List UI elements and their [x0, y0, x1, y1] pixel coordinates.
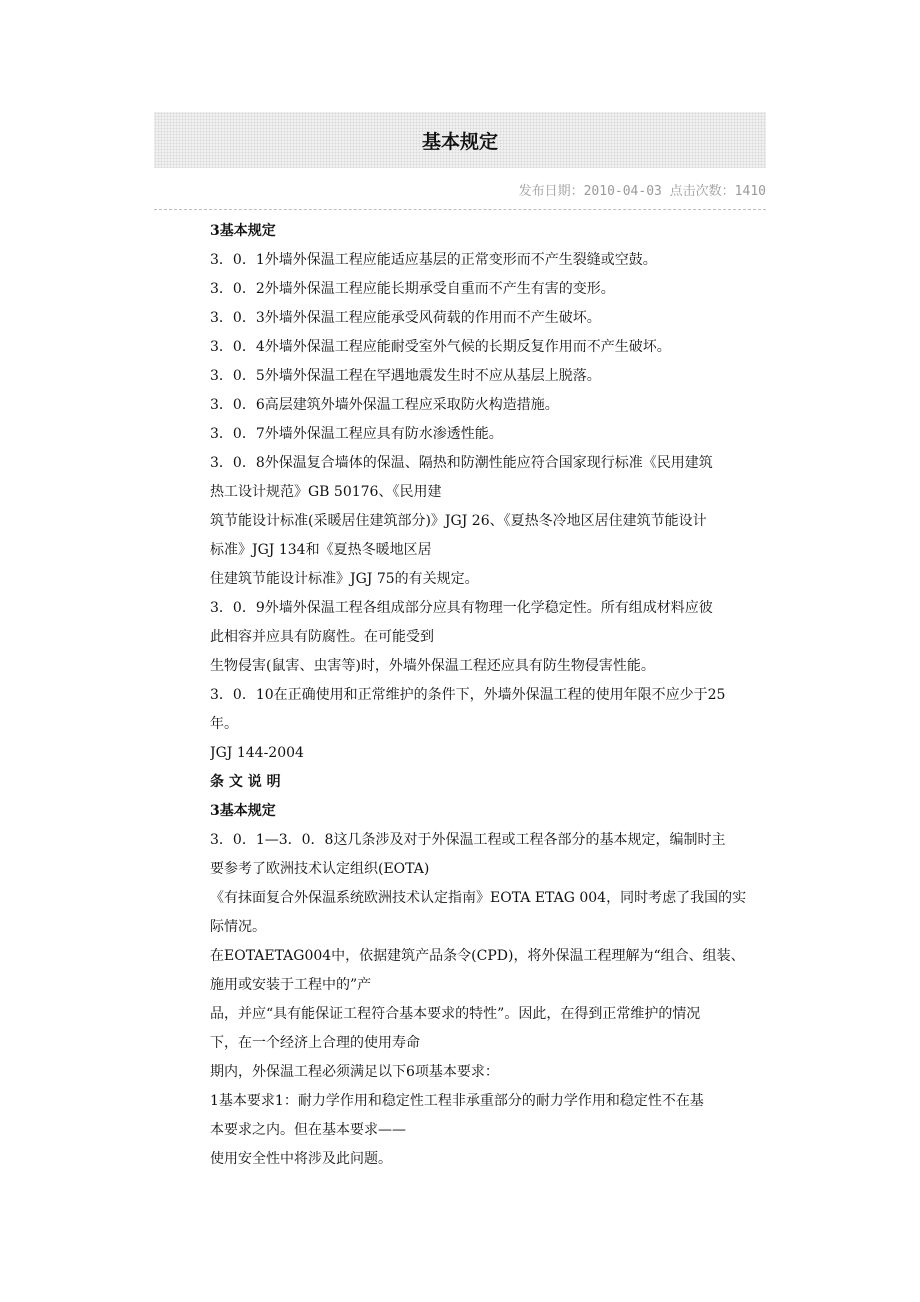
body-line: 1基本要求1：耐力学作用和稳定性工程非承重部分的耐力学作用和稳定性不在基: [210, 1093, 704, 1109]
article-title: 基本规定: [421, 130, 498, 153]
article-meta: 发布日期：2010-04-03 点击次数：1410: [518, 184, 766, 199]
body-line: 热工设计规范》GB 50176、《民用建: [210, 484, 442, 500]
body-line: 施用或安装于工程中的”产: [210, 977, 372, 993]
body-line: 3．0．7外墙外保温工程应具有防水渗透性能。: [210, 426, 503, 442]
body-line: 标准》JGJ 134和《夏热冬暖地区居: [210, 542, 432, 558]
body-line: 年。: [210, 716, 238, 732]
standard-code: JGJ 144-2004: [210, 745, 304, 761]
body-line: 3．0．1—3．0．8这几条涉及对于外保温工程或工程各部分的基本规定，编制时主: [210, 832, 726, 848]
title-banner: [154, 112, 766, 168]
body-line: 生物侵害(鼠害、虫害等)时，外墙外保温工程还应具有防生物侵害性能。: [210, 658, 655, 674]
section-heading: 3基本规定: [210, 223, 276, 239]
body-line: 住建筑节能设计标准》JGJ 75的有关规定。: [210, 571, 479, 587]
body-line: 3．0．1外墙外保温工程应能适应基层的正常变形而不产生裂缝或空鼓。: [210, 252, 657, 268]
body-line: 筑节能设计标准(采暖居住建筑部分)》JGJ 26、《夏热冬冷地区居住建筑节能设计: [210, 513, 707, 529]
body-line: 期内，外保温工程必须满足以下6项基本要求：: [210, 1064, 499, 1080]
explanation-heading: 条 文 说 明: [210, 774, 281, 790]
body-line: 在EOTAETAG004中，依据建筑产品条令(CPD)，将外保温工程理解为“组合、组装、: [210, 948, 745, 964]
body-line: 3．0．3外墙外保温工程应能承受风荷载的作用而不产生破坏。: [210, 310, 601, 326]
body-line: 品，并应“具有能保证工程符合基本要求的特性”。因此，在得到正常维护的情况: [210, 1006, 701, 1022]
body-line: 3．0．6高层建筑外墙外保温工程应采取防火构造措施。: [210, 397, 559, 413]
body-line: 际情况。: [210, 919, 266, 935]
body-line: 下，在一个经济上合理的使用寿命: [210, 1035, 420, 1051]
body-line: 要参考了欧洲技术认定组织(EOTA): [210, 861, 430, 877]
body-line: 3．0．9外墙外保温工程各组成部分应具有物理一化学稳定性。所有组成材料应彼: [210, 600, 713, 616]
body-line: 3．0．5外墙外保温工程在罕遇地震发生时不应从基层上脱落。: [210, 368, 601, 384]
body-line: 此相容并应具有防腐性。在可能受到: [210, 629, 434, 645]
body-line: 《有抹面复合外保温系统欧洲技术认定指南》EOTA ETAG 004，同时考虑了我国的实: [210, 890, 747, 906]
body-line: 本要求之内。但在基本要求——: [210, 1122, 406, 1138]
body-line: 3．0．4外墙外保温工程应能耐受室外气候的长期反复作用而不产生破坏。: [210, 339, 671, 355]
article-body: [210, 217, 770, 1174]
body-line: 使用安全性中将涉及此问题。: [210, 1151, 392, 1167]
dashed-divider: [154, 209, 766, 210]
body-line: 3．0．2外墙外保温工程应能长期承受自重而不产生有害的变形。: [210, 281, 615, 297]
body-line: 3．0．10在正确使用和正常维护的条件下，外墙外保温工程的使用年限不应少于25: [210, 687, 726, 703]
section-heading: 3基本规定: [210, 803, 276, 819]
body-line: 3．0．8外保温复合墙体的保温、隔热和防潮性能应符合国家现行标准《民用建筑: [210, 455, 713, 471]
